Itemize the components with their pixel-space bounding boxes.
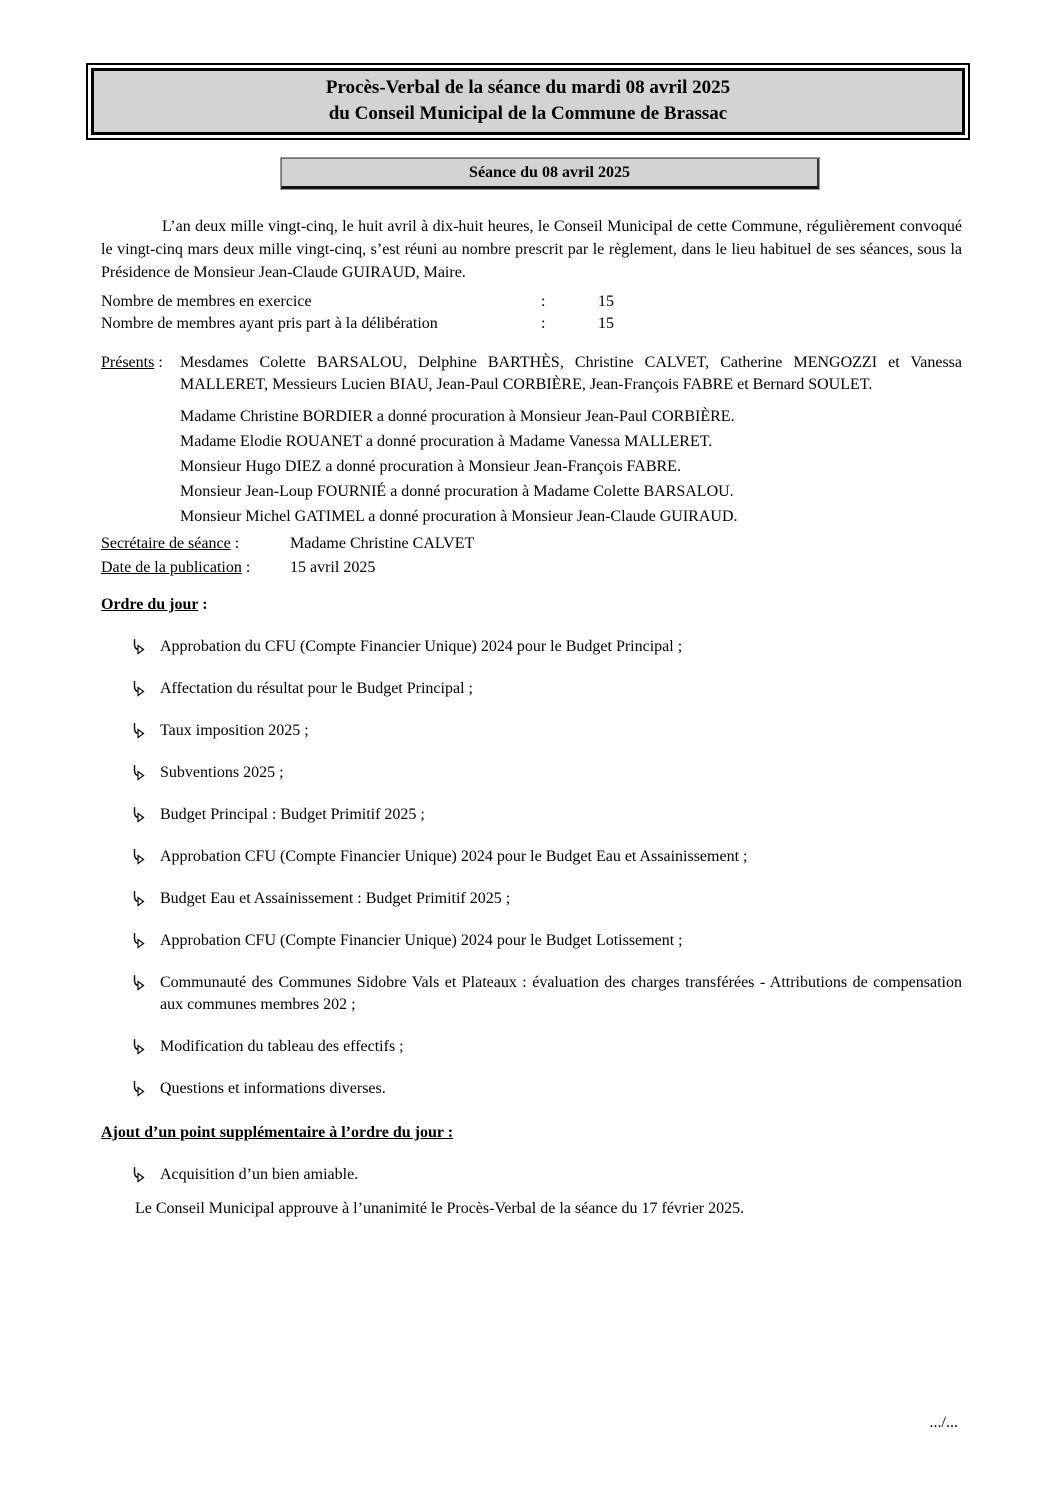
- agenda-heading-colon: :: [198, 596, 208, 613]
- procuration-line: Monsieur Michel GATIMEL a donné procuration à Monsieur Jean-Claude GUIRAUD.: [180, 508, 738, 525]
- approval-paragraph: Le Conseil Municipal approuve à l’unanimité le Procès-Verbal de la séance du 17 février 2025.: [135, 1200, 745, 1217]
- title-box-inner: [91, 68, 965, 135]
- additional-item-heading-text: Ajout d’un point supplémentaire à l’ordre du jour :: [101, 1124, 454, 1141]
- procuration-line: Monsieur Jean-Loup FOURNIÉ a donné procuration à Madame Colette BARSALOU.: [180, 483, 734, 500]
- agenda-item-text: Communauté des Communes Sidobre Vals et Plateaux : évaluation des charges transférées - Attributions de compensation aux communes membres 202 ;: [160, 974, 962, 1013]
- members-in-office-value: 15: [598, 293, 614, 310]
- members-deliberating-value: 15: [598, 315, 614, 332]
- agenda-item-text: Modification du tableau des effectifs ;: [160, 1038, 404, 1055]
- members-in-office-separator: :: [541, 293, 546, 310]
- members-deliberating-separator: :: [541, 315, 546, 332]
- secretary-colon: :: [230, 535, 240, 552]
- secretary-row: [101, 532, 962, 556]
- procuration-line: Madame Elodie ROUANET a donné procuration à Madame Vanessa MALLERET.: [180, 433, 713, 450]
- additional-item-list: [101, 1164, 962, 1186]
- agenda-item: [101, 636, 962, 658]
- publication-label-cell: [101, 556, 290, 580]
- continuation-mark: .../...: [929, 1414, 958, 1431]
- attendance-block: [101, 352, 962, 396]
- agenda-item: [101, 762, 962, 784]
- publication-label: Date de la publication: [101, 559, 242, 576]
- procurations-block: [180, 404, 962, 529]
- agenda-item: [101, 804, 962, 826]
- agenda-item-text: Budget Principal : Budget Primitif 2025 ;: [160, 806, 425, 823]
- agenda-item: [101, 1036, 962, 1058]
- document-title-line2: du Conseil Municipal de la Commune de Brassac: [328, 103, 728, 124]
- agenda-item-text: Subventions 2025 ;: [160, 764, 284, 781]
- presents-colon: :: [154, 354, 163, 371]
- procuration-line: Monsieur Hugo DIEZ a donné procuration à Monsieur Jean-François FABRE.: [180, 458, 681, 475]
- title-box: [86, 63, 970, 140]
- members-in-office-label: Nombre de membres en exercice: [101, 293, 312, 310]
- members-in-office-row: [101, 291, 962, 313]
- procuration-line: Madame Christine BORDIER a donné procuration à Monsieur Jean-Paul CORBIÈRE.: [180, 408, 735, 425]
- agenda-item: [101, 720, 962, 742]
- secretary-label-cell: [101, 532, 290, 556]
- members-count-block: [101, 291, 962, 335]
- agenda-heading-text: Ordre du jour: [101, 596, 199, 613]
- curved-arrow-bullet-icon: [130, 638, 145, 655]
- secretary-label: Secrétaire de séance: [101, 535, 231, 552]
- presents-label: Présents: [101, 354, 155, 371]
- members-deliberating-label: Nombre de membres ayant pris part à la délibération: [101, 315, 438, 332]
- agenda-item-text: Budget Eau et Assainissement : Budget Primitif 2025 ;: [160, 890, 511, 907]
- additional-agenda-item-text: Acquisition d’un bien amiable.: [160, 1166, 359, 1183]
- additional-agenda-item: [101, 1164, 962, 1186]
- curved-arrow-bullet-icon: [130, 680, 145, 697]
- curved-arrow-bullet-icon: [130, 806, 145, 823]
- agenda-item: [101, 930, 962, 952]
- members-deliberating-row: [101, 313, 962, 335]
- curved-arrow-bullet-icon: [130, 974, 145, 991]
- agenda-item: [101, 678, 962, 700]
- agenda-item-text: Affectation du résultat pour le Budget Principal ;: [160, 680, 473, 697]
- publication-colon: :: [241, 559, 251, 576]
- secretary-value: Madame Christine CALVET: [290, 535, 475, 552]
- curved-arrow-bullet-icon: [130, 764, 145, 781]
- curved-arrow-bullet-icon: [130, 1038, 145, 1055]
- curved-arrow-bullet-icon: [130, 722, 145, 739]
- agenda-item-text: Approbation du CFU (Compte Financier Unique) 2024 pour le Budget Principal ;: [160, 638, 683, 655]
- document-title-line1: Procès-Verbal de la séance du mardi 08 avril 2025: [325, 77, 731, 98]
- agenda-item: [101, 888, 962, 910]
- presents-names: Mesdames Colette BARSALOU, Delphine BARTHÈS, Christine CALVET, Catherine MENGOZZI et Vanessa MALLERET, Messieurs Lucien BIAU, Jean-Paul CORBIÈRE, Jean-François FABRE et Bernard SOULET.: [180, 354, 962, 393]
- agenda-item-text: Questions et informations diverses.: [160, 1080, 386, 1097]
- agenda-item-text: Taux imposition 2025 ;: [160, 722, 309, 739]
- document-body: [0, 215, 1058, 1220]
- curved-arrow-bullet-icon: [130, 932, 145, 949]
- agenda-list: [101, 636, 962, 1100]
- intro-paragraph: L’an deux mille vingt-cinq, le huit avril à dix-huit heures, le Conseil Municipal de cette Commune, régulièrement convoqué le vingt-cinq mars deux mille vingt-cinq, s’est réuni au nombre prescrit par le règlement, dans le lieu habituel de ses séances, sous la Présidence de Monsieur Jean-Claude GUIRAUD, Maire.: [101, 218, 962, 281]
- agenda-item: [101, 1078, 962, 1100]
- presents-label-cell: [101, 352, 180, 396]
- curved-arrow-bullet-icon: [130, 1166, 145, 1183]
- session-banner: Séance du 08 avril 2025: [281, 158, 819, 189]
- publication-date-row: [101, 556, 962, 580]
- agenda-item-text: Approbation CFU (Compte Financier Unique) 2024 pour le Budget Lotissement ;: [160, 932, 683, 949]
- agenda-item: [101, 846, 962, 868]
- curved-arrow-bullet-icon: [130, 1080, 145, 1097]
- curved-arrow-bullet-icon: [130, 848, 145, 865]
- agenda-heading: [101, 594, 962, 616]
- publication-value: 15 avril 2025: [290, 559, 376, 576]
- agenda-item: [101, 972, 962, 1016]
- agenda-item-text: Approbation CFU (Compte Financier Unique) 2024 pour le Budget Eau et Assainissement ;: [160, 848, 748, 865]
- curved-arrow-bullet-icon: [130, 890, 145, 907]
- additional-item-heading: [101, 1122, 962, 1144]
